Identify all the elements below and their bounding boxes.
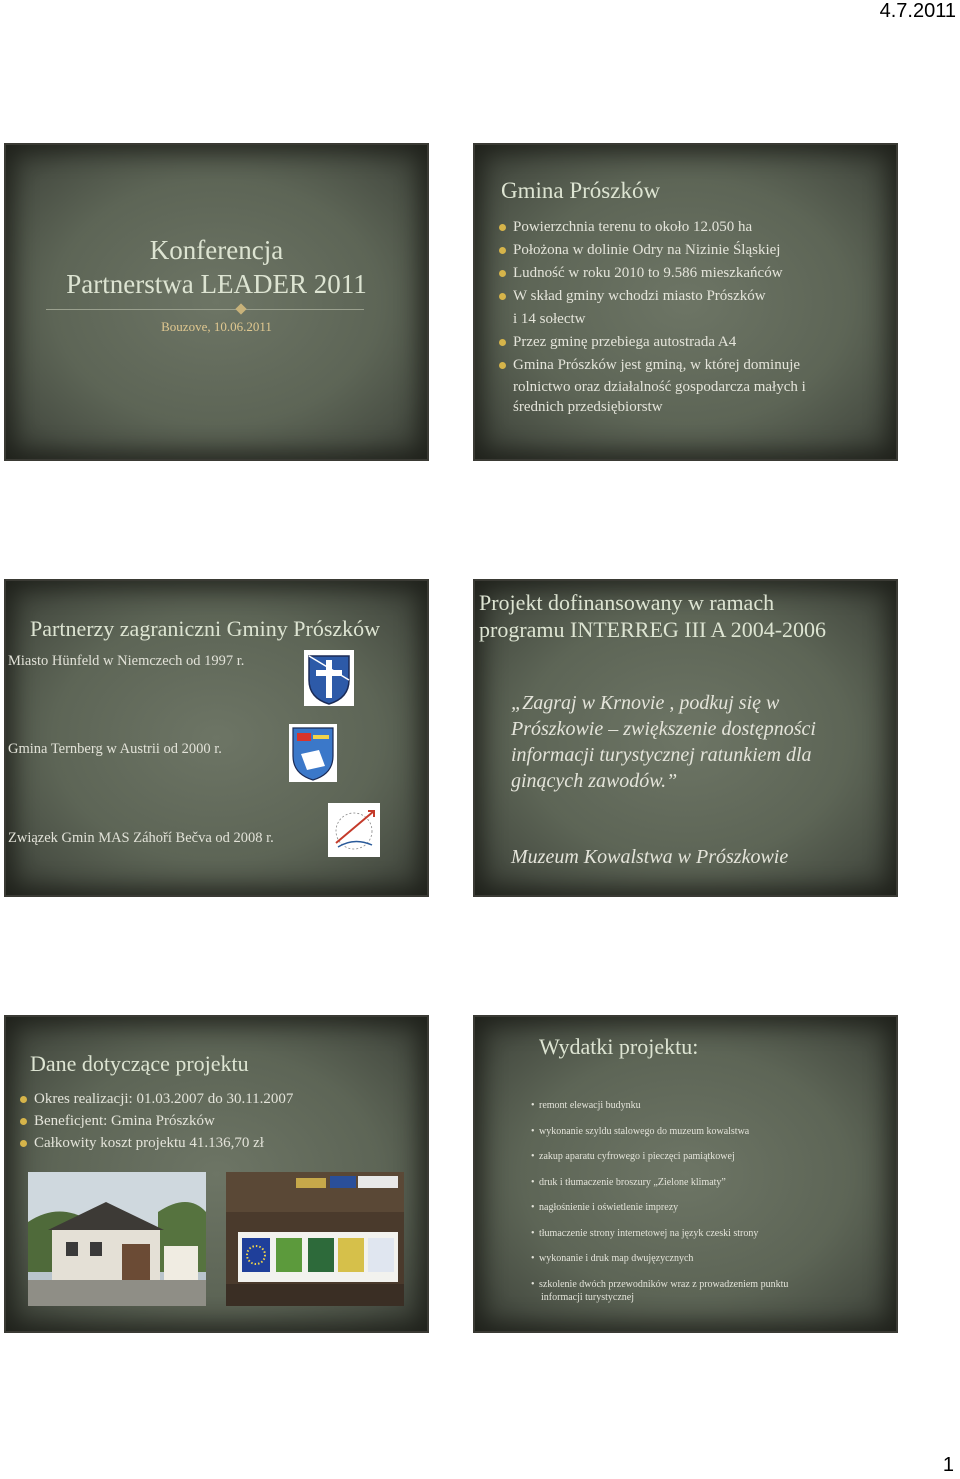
museum-name: Muzeum Kowalstwa w Prószkowie [511, 846, 789, 868]
list-item: Powierzchnia terenu to około 12.050 ha [499, 216, 891, 239]
slide-heading: Dane dotyczące projektu [30, 1051, 249, 1076]
conference-title-line2: Partnerstwa LEADER 2011 [66, 269, 367, 299]
list-item: Gmina Prószków jest gminą, w której dominuje [499, 354, 891, 377]
list-item: Położona w dolinie Odry na Nizinie Śląskiej [499, 239, 891, 262]
slide-heading-line1: Projekt dofinansowany w ramach [479, 590, 775, 615]
list-item: • szkolenie dwóch przewodników wraz z prowadzeniem punktu [531, 1278, 881, 1291]
hunfeld-coat-of-arms-icon [304, 650, 354, 706]
museum-building-photo [28, 1172, 206, 1306]
slide-foreign-partners [4, 579, 429, 897]
project-data-list [20, 1088, 420, 1154]
slide-project-expenses [473, 1015, 898, 1333]
list-item: Beneficjent: Gmina Prószków [20, 1110, 420, 1132]
project-quote-line1: „Zagraj w Krnovie , podkuj się w [511, 692, 780, 714]
conference-title-line1: Konferencja [149, 235, 284, 265]
list-item: • druk i tłumaczenie broszury „Zielone klimaty” [531, 1176, 881, 1189]
list-item: Całkowity koszt projektu 41.136,70 zł [20, 1132, 420, 1154]
project-quote-line2: Prószkowie – zwiększenie dostępności [511, 718, 816, 740]
museum-signboards-photo [226, 1172, 404, 1306]
slide-interreg-project [473, 579, 898, 897]
list-item: W skład gminy wchodzi miasto Prószków [499, 285, 891, 308]
title-divider [46, 309, 364, 310]
page-number: 1 [942, 1454, 954, 1476]
slide-heading: Gmina Prószków [501, 178, 661, 203]
partner-ternberg: Gmina Ternberg w Austrii od 2000 r. [8, 741, 222, 757]
list-item: rolnictwo oraz działalność gospodarcza małych i [513, 379, 806, 395]
partner-mas-zahori: Związek Gmin MAS Záhoří Bečva od 2008 r. [8, 830, 274, 846]
list-item: i 14 sołectw [513, 311, 586, 327]
list-item: Przez gminę przebiega autostrada A4 [499, 331, 891, 354]
list-item: • nagłośnienie i oświetlenie imprezy [531, 1201, 881, 1214]
project-quote-line4: ginących zawodów.” [511, 770, 678, 792]
mas-zahori-logo-icon [328, 803, 380, 857]
list-item-continuation: informacji turystycznej [541, 1291, 635, 1303]
list-item: • zakup aparatu cyfrowego i pieczęci pamiątkowej [531, 1150, 881, 1163]
list-item: • wykonanie szyldu stalowego do muzeum kowalstwa [531, 1125, 881, 1138]
list-item: Okres realizacji: 01.03.2007 do 30.11.2007 [20, 1088, 420, 1110]
list-item: • remont elewacji budynku [531, 1099, 881, 1112]
facts-list [499, 216, 891, 417]
partner-hunfeld: Miasto Hünfeld w Niemczech od 1997 r. [8, 653, 245, 669]
divider-diamond-icon [235, 303, 246, 314]
slide-project-data [4, 1015, 429, 1333]
project-quote-line3: informacji turystycznej ratunkiem dla [511, 744, 812, 766]
slide-heading: Partnerzy zagraniczni Gminy Prószków [30, 616, 381, 641]
conference-subtitle: Bouzove, 10.06.2011 [161, 319, 272, 334]
slide-title [4, 143, 429, 461]
list-item: średnich przedsiębiorstw [513, 399, 663, 415]
list-item: • tłumaczenie strony internetowej na język czeski strony [531, 1227, 881, 1240]
print-date: 4.7.2011 [879, 0, 956, 22]
expenses-list [531, 1099, 881, 1316]
slide-heading: Wydatki projektu: [539, 1034, 699, 1059]
list-item: • wykonanie i druk map dwujęzycznych [531, 1252, 881, 1265]
list-item: Ludność w roku 2010 to 9.586 mieszkańców [499, 262, 891, 285]
ternberg-coat-of-arms-icon [289, 724, 337, 782]
slide-gmina-proszkow [473, 143, 898, 461]
slide-heading-line2: programu INTERREG III A 2004-2006 [479, 617, 827, 642]
